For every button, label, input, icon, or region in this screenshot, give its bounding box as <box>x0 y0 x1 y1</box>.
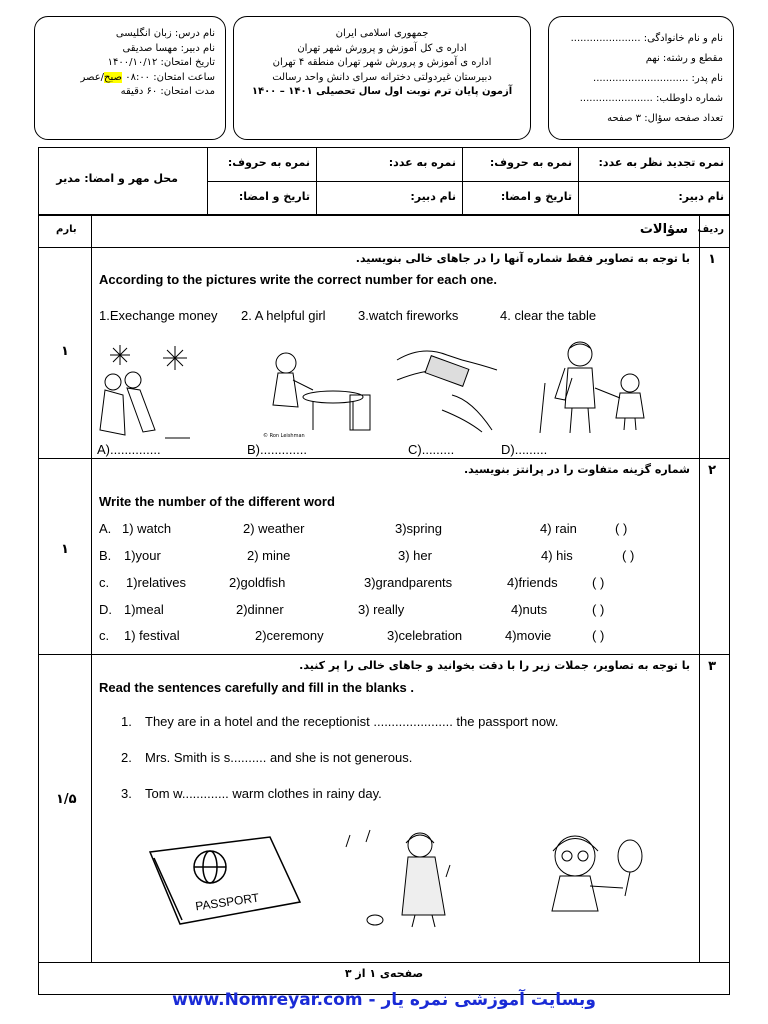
q3-sentence-1: They are in a hotel and the receptionist ...................... the passport now. <box>145 714 559 729</box>
q3-sentence-3: Tom w............. warm clothes in rainy day. <box>145 786 382 801</box>
teacher-name-1: نام دبیر: <box>678 190 724 203</box>
date-signature-2: تاریخ و امضا: <box>238 190 310 203</box>
header-left-box <box>34 16 226 140</box>
q2-instruction-en: Write the number of the different word <box>99 494 335 509</box>
q2-score: ۱ <box>61 542 69 557</box>
q1-blank-a: A).............. <box>97 442 161 457</box>
q3-instruction-en: Read the sentences carefully and fill in the blanks . <box>99 680 414 695</box>
score-words-1: نمره به حروف: <box>489 156 572 169</box>
rainy-boy-picture <box>340 825 460 930</box>
exam-date: تاریخ امتحان: ۱۴۰۰/۱۰/۱۲ <box>107 57 215 68</box>
fireworks-picture <box>95 340 195 445</box>
exam-time: ساعت امتحان: ۰۸:۰۰ صبح/عصر <box>80 71 215 83</box>
q3-sentence-1-number: 1. <box>121 714 132 729</box>
q1-option-2: 2. A helpful girl <box>241 308 326 323</box>
country-title: جمهوری اسلامی ایران <box>335 28 429 39</box>
org-line-1: اداره ی کل آموزش و پرورش شهر تهران <box>297 42 467 54</box>
q2-number: ۲ <box>708 463 716 478</box>
exam-duration: مدت امتحان: ۶۰ دقیقه <box>120 86 215 97</box>
page-number: صفحه‌ی ۱ از ۳ <box>344 967 424 980</box>
q1-number: ۱ <box>708 252 716 267</box>
q1-blank-b: B)............. <box>247 442 307 457</box>
svg-text:PASSPORT: PASSPORT <box>194 890 260 914</box>
score-words-2: نمره به حروف: <box>227 156 310 169</box>
website-brand[interactable]: وبسایت آموزشی نمره یار - www.Nomreyar.com <box>172 990 596 1010</box>
time-highlight: صبح <box>104 71 123 83</box>
candidate-number-field: شماره داوطلب: ....................... <box>579 93 723 104</box>
generous-woman-picture <box>520 826 670 921</box>
header-right-box <box>548 16 734 140</box>
q1-option-4: 4. clear the table <box>500 308 597 323</box>
exam-title: آزمون پایان ترم نوبت اول سال تحصیلی ۱۴۰۱ – ۱۴۰۰ <box>251 86 513 97</box>
student-name-field: نام و نام خانوادگی: ...................... <box>570 33 723 44</box>
passport-picture <box>140 832 310 927</box>
clear-table-picture <box>258 345 378 440</box>
q3-sentence-3-number: 3. <box>121 786 132 801</box>
q3-sentence-2-number: 2. <box>121 750 132 765</box>
date-signature-1: تاریخ و امضا: <box>500 190 572 203</box>
school-name: دبیرستان غیردولتی دخترانه سرای دانش واحد رسالت <box>272 71 492 83</box>
q3-number: ۳ <box>708 659 716 674</box>
q3-instruction-fa: با توجه به تصاویر، جملات زیر را با دقت بخوانید و جاهای خالی را پر کنید. <box>299 659 690 672</box>
q1-blank-c: C)......... <box>408 442 455 457</box>
page-count: تعداد صفحه سؤال: ۳ صفحه <box>607 113 723 124</box>
svg-text:© Ron Leishman: © Ron Leishman <box>263 433 305 439</box>
father-name-field: نام پدر: .............................. <box>593 73 723 84</box>
exchange-money-picture <box>392 340 502 435</box>
q1-instruction-en: According to the pictures write the correct number for each one. <box>99 272 498 287</box>
teacher-name: نام دبیر: مهسا صدیقی <box>122 42 215 54</box>
col-questions: سؤالات <box>639 222 688 237</box>
grade-field: مقطع و رشته: نهم <box>645 53 723 64</box>
col-row-number: ردیف <box>697 224 724 235</box>
principal-seal: محل مهر و امضا: مدیر <box>56 172 178 185</box>
score-numeric-2: نمره به عدد: <box>388 156 456 169</box>
q1-blank-d: D)......... <box>501 442 548 457</box>
q3-score: ۱/۵ <box>56 792 77 807</box>
col-score: بارم <box>56 224 77 235</box>
teacher-name-2: نام دبیر: <box>410 190 456 203</box>
org-line-2: اداره ی آموزش و پرورش شهر تهران منطقه ۴ تهران <box>272 57 492 68</box>
q1-option-3: 3.watch fireworks <box>358 308 459 323</box>
q2-instruction-fa: شماره گزینه متفاوت را در پرانتز بنویسید. <box>463 463 690 476</box>
score-revision-numeric: نمره تجدید نظر به عدد: <box>598 156 724 169</box>
header-center-box <box>233 16 531 140</box>
q1-instruction-fa: با توجه به تصاویر فقط شماره آنها را در جاهای خالی بنویسید. <box>355 252 690 265</box>
q3-sentence-2: Mrs. Smith is s.......... and she is not generous. <box>145 750 413 765</box>
course-name: نام درس: زبان انگلیسی <box>115 28 215 39</box>
helpful-girl-picture <box>530 338 670 433</box>
q1-option-1: 1.Exechange money <box>99 308 218 323</box>
q1-score: ۱ <box>61 344 69 359</box>
